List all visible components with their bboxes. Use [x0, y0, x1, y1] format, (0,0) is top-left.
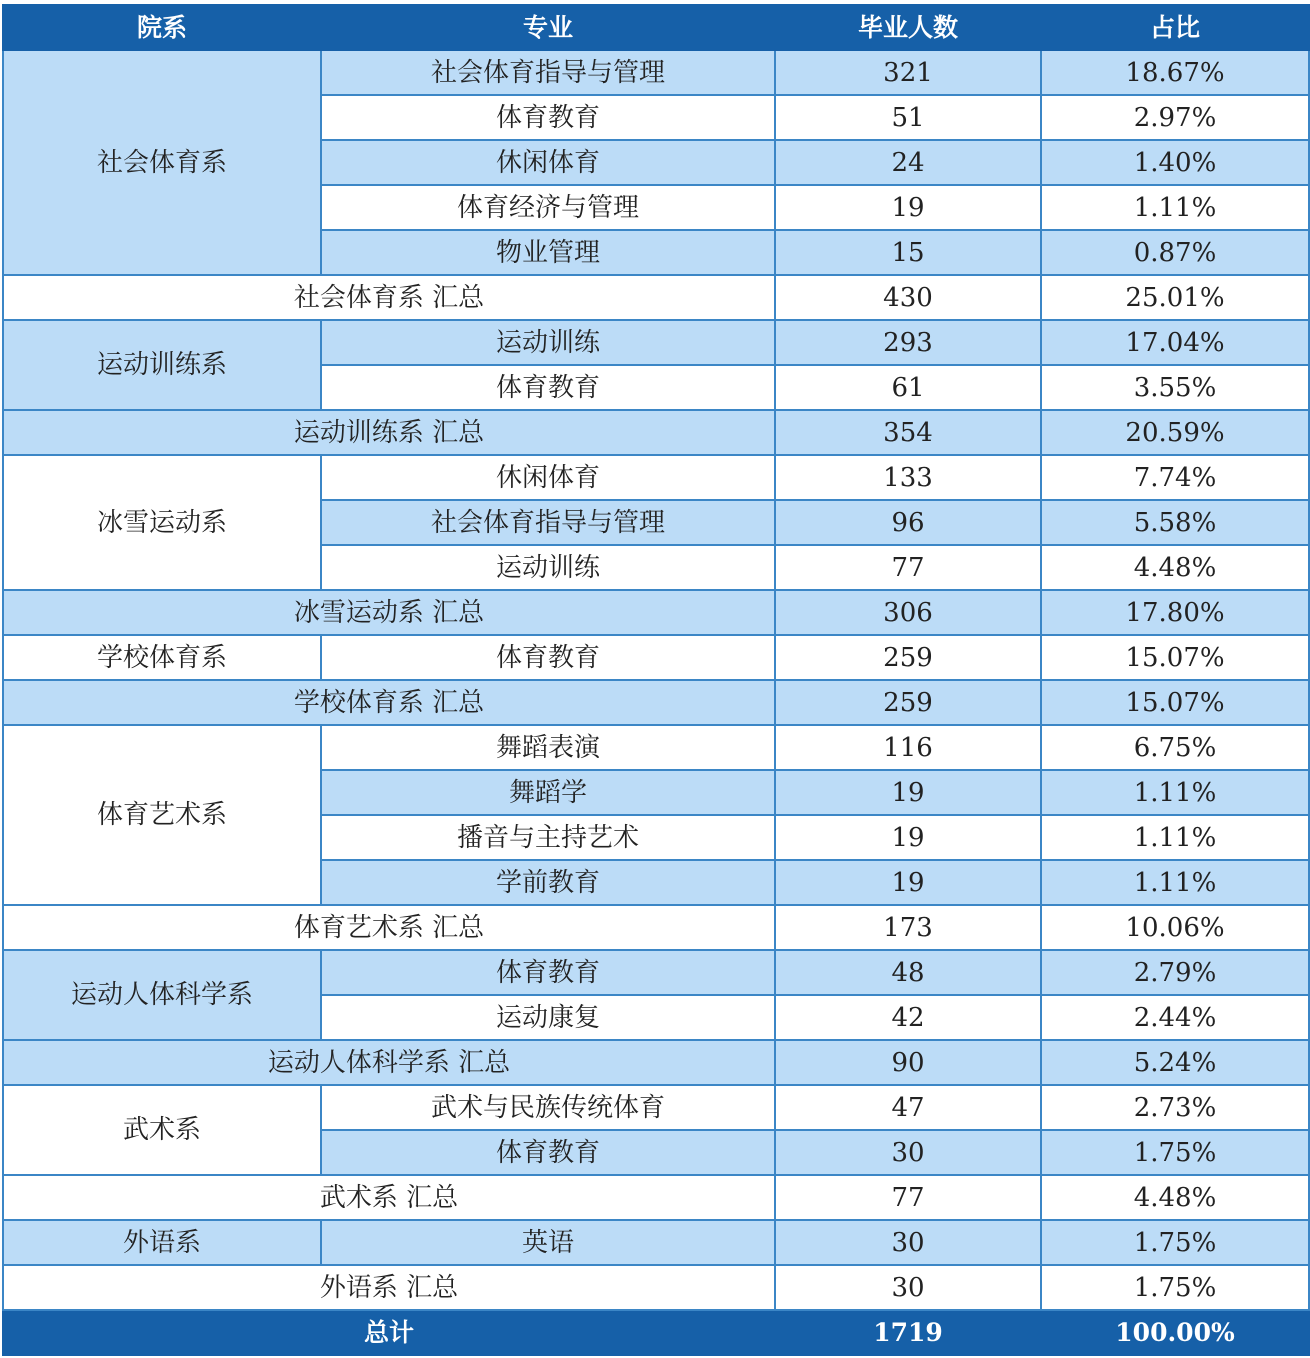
- percentage: 17.04%: [1041, 320, 1309, 365]
- percentage: 1.75%: [1041, 1220, 1309, 1265]
- graduate-count: 47: [775, 1085, 1041, 1130]
- department-name: 运动人体科学系: [3, 950, 321, 1040]
- department-name: 外语系: [3, 1220, 321, 1265]
- percentage: 1.11%: [1041, 770, 1309, 815]
- major-name: 运动康复: [321, 995, 775, 1040]
- major-name: 学前教育: [321, 860, 775, 905]
- subtotal-label: 体育艺术系 汇总: [3, 905, 775, 950]
- subtotal-row: [3, 410, 1309, 455]
- department-name: 冰雪运动系: [3, 455, 321, 590]
- header-row: [3, 5, 1309, 50]
- total-row: [3, 1310, 1309, 1355]
- header-major: 专业: [321, 5, 775, 50]
- graduate-count: 19: [775, 185, 1041, 230]
- graduate-count: 259: [775, 635, 1041, 680]
- header-department: 院系: [3, 5, 321, 50]
- table-row: [3, 455, 1309, 500]
- subtotal-label: 冰雪运动系 汇总: [3, 590, 775, 635]
- graduate-count: 19: [775, 815, 1041, 860]
- percentage: 18.67%: [1041, 50, 1309, 95]
- major-name: 运动训练: [321, 320, 775, 365]
- graduate-count: 15: [775, 230, 1041, 275]
- total-label: 总计: [3, 1310, 775, 1355]
- major-name: 体育经济与管理: [321, 185, 775, 230]
- graduate-count: 51: [775, 95, 1041, 140]
- subtotal-percentage: 5.24%: [1041, 1040, 1309, 1085]
- subtotal-label: 运动训练系 汇总: [3, 410, 775, 455]
- subtotal-count: 430: [775, 275, 1041, 320]
- graduate-count: 30: [775, 1220, 1041, 1265]
- subtotal-row: [3, 1265, 1309, 1310]
- subtotal-count: 90: [775, 1040, 1041, 1085]
- graduate-count: 30: [775, 1130, 1041, 1175]
- percentage: 7.74%: [1041, 455, 1309, 500]
- major-name: 英语: [321, 1220, 775, 1265]
- graduate-count: 24: [775, 140, 1041, 185]
- header-graduate-count: 毕业人数: [775, 5, 1041, 50]
- major-name: 播音与主持艺术: [321, 815, 775, 860]
- subtotal-row: [3, 275, 1309, 320]
- graduate-count: 61: [775, 365, 1041, 410]
- table-row: [3, 635, 1309, 680]
- graduate-count: 48: [775, 950, 1041, 995]
- major-name: 体育教育: [321, 365, 775, 410]
- percentage: 2.97%: [1041, 95, 1309, 140]
- subtotal-row: [3, 590, 1309, 635]
- subtotal-count: 354: [775, 410, 1041, 455]
- major-name: 物业管理: [321, 230, 775, 275]
- major-name: 社会体育指导与管理: [321, 50, 775, 95]
- major-name: 运动训练: [321, 545, 775, 590]
- percentage: 15.07%: [1041, 635, 1309, 680]
- major-name: 舞蹈表演: [321, 725, 775, 770]
- subtotal-row: [3, 1175, 1309, 1220]
- total-count: 1719: [775, 1310, 1041, 1355]
- subtotal-row: [3, 1040, 1309, 1085]
- graduate-count: 19: [775, 860, 1041, 905]
- graduate-count: 116: [775, 725, 1041, 770]
- graduate-count: 77: [775, 545, 1041, 590]
- major-name: 舞蹈学: [321, 770, 775, 815]
- major-name: 体育教育: [321, 95, 775, 140]
- major-name: 体育教育: [321, 1130, 775, 1175]
- graduate-count: 42: [775, 995, 1041, 1040]
- graduate-count: 133: [775, 455, 1041, 500]
- percentage: 5.58%: [1041, 500, 1309, 545]
- table-row: [3, 1220, 1309, 1265]
- subtotal-percentage: 15.07%: [1041, 680, 1309, 725]
- graduate-count: 96: [775, 500, 1041, 545]
- percentage: 2.79%: [1041, 950, 1309, 995]
- subtotal-percentage: 25.01%: [1041, 275, 1309, 320]
- percentage: 1.40%: [1041, 140, 1309, 185]
- major-name: 休闲体育: [321, 455, 775, 500]
- total-percentage: 100.00%: [1041, 1310, 1309, 1355]
- percentage: 1.11%: [1041, 185, 1309, 230]
- percentage: 1.75%: [1041, 1130, 1309, 1175]
- graduate-count: 321: [775, 50, 1041, 95]
- graduate-count: 19: [775, 770, 1041, 815]
- percentage: 2.44%: [1041, 995, 1309, 1040]
- graduate-count: 293: [775, 320, 1041, 365]
- subtotal-row: [3, 905, 1309, 950]
- header-percentage: 占比: [1041, 5, 1309, 50]
- percentage: 3.55%: [1041, 365, 1309, 410]
- subtotal-count: 173: [775, 905, 1041, 950]
- subtotal-count: 77: [775, 1175, 1041, 1220]
- subtotal-count: 306: [775, 590, 1041, 635]
- department-name: 学校体育系: [3, 635, 321, 680]
- subtotal-label: 武术系 汇总: [3, 1175, 775, 1220]
- subtotal-label: 学校体育系 汇总: [3, 680, 775, 725]
- subtotal-row: [3, 680, 1309, 725]
- major-name: 体育教育: [321, 950, 775, 995]
- subtotal-count: 259: [775, 680, 1041, 725]
- subtotal-count: 30: [775, 1265, 1041, 1310]
- percentage: 1.11%: [1041, 860, 1309, 905]
- percentage: 4.48%: [1041, 545, 1309, 590]
- subtotal-percentage: 17.80%: [1041, 590, 1309, 635]
- table-body: [3, 50, 1309, 1310]
- percentage: 0.87%: [1041, 230, 1309, 275]
- department-name: 体育艺术系: [3, 725, 321, 905]
- percentage: 2.73%: [1041, 1085, 1309, 1130]
- major-name: 休闲体育: [321, 140, 775, 185]
- subtotal-label: 运动人体科学系 汇总: [3, 1040, 775, 1085]
- subtotal-percentage: 4.48%: [1041, 1175, 1309, 1220]
- department-name: 社会体育系: [3, 50, 321, 275]
- subtotal-percentage: 1.75%: [1041, 1265, 1309, 1310]
- graduates-table: [2, 4, 1310, 1356]
- table-row: [3, 950, 1309, 995]
- department-name: 运动训练系: [3, 320, 321, 410]
- subtotal-percentage: 20.59%: [1041, 410, 1309, 455]
- subtotal-label: 社会体育系 汇总: [3, 275, 775, 320]
- percentage: 1.11%: [1041, 815, 1309, 860]
- subtotal-percentage: 10.06%: [1041, 905, 1309, 950]
- table-row: [3, 725, 1309, 770]
- percentage: 6.75%: [1041, 725, 1309, 770]
- major-name: 社会体育指导与管理: [321, 500, 775, 545]
- table-row: [3, 50, 1309, 95]
- major-name: 武术与民族传统体育: [321, 1085, 775, 1130]
- subtotal-label: 外语系 汇总: [3, 1265, 775, 1310]
- table-row: [3, 1085, 1309, 1130]
- department-name: 武术系: [3, 1085, 321, 1175]
- table-row: [3, 320, 1309, 365]
- major-name: 体育教育: [321, 635, 775, 680]
